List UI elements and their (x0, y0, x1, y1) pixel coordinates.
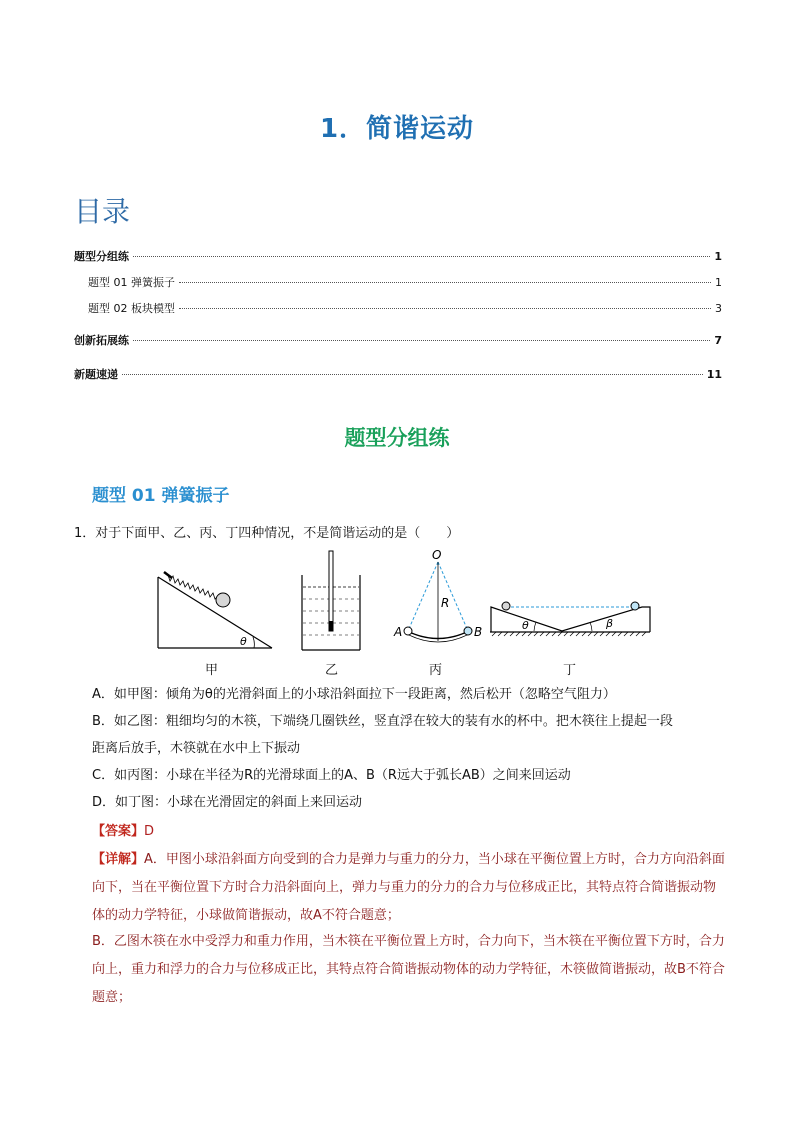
figure-label-jia: 甲 (205, 663, 219, 678)
option-d: D．如丁图：小球在光滑固定的斜面上来回运动 (92, 795, 363, 810)
figures-svg (150, 545, 670, 680)
figure-bing (404, 562, 472, 642)
toc-entry-page: 3 (715, 302, 722, 315)
answer-line (92, 820, 154, 839)
detail-tag: 【详解】 (92, 852, 145, 867)
toc-entry-label: 新题速递 (74, 368, 118, 381)
option-b: B．如乙图：粗细均匀的木筷，下端绕几圈铁丝，竖直浮在较大的装有水的杯中。把木筷往上提起一段 (92, 714, 673, 729)
figure-label-yi: 乙 (325, 663, 339, 678)
figure-ding (490, 602, 650, 636)
answer-value: D (144, 824, 155, 839)
toc-entry[interactable] (74, 332, 722, 348)
toc-entry[interactable] (74, 366, 722, 382)
toc-entry[interactable] (74, 248, 722, 264)
document-title: 1．简谐运动 (319, 114, 475, 144)
figure-jia (158, 572, 272, 648)
point-o-label: O (432, 548, 442, 562)
option-c: C．如丙图：小球在半径为R的光滑球面上的A、B（R远大于弧长AB）之间来回运动 (92, 768, 571, 783)
beta-mark: β (606, 617, 614, 630)
figure-label-ding: 丁 (563, 663, 577, 678)
toc-heading: 目录 (74, 195, 131, 228)
point-a-label: A (394, 625, 403, 639)
toc-leader (133, 340, 710, 341)
toc-entry-label: 题型 01 弹簧振子 (88, 276, 175, 289)
toc-entry-page: 1 (715, 276, 722, 289)
answer-tag: 【答案】 (92, 824, 145, 839)
figure-yi (302, 551, 360, 650)
toc-entry[interactable] (88, 274, 722, 290)
option-b-continued: 距离后放手，木筷就在水中上下振动 (92, 741, 301, 756)
toc-entry-page: 1 (714, 250, 722, 263)
toc-leader (122, 374, 703, 375)
question-stem: 1．对于下面甲、乙、丙、丁四种情况，不是简谐运动的是（ ） (74, 526, 460, 541)
toc-leader (133, 256, 710, 257)
toc-entry-label: 创新拓展练 (74, 334, 129, 347)
option-a: A．如甲图：倾角为θ的光滑斜面上的小球沿斜面拉下一段距离，然后松开（忽略空气阻力） (92, 687, 616, 702)
question-figures (150, 545, 670, 680)
detail-b: B．乙图木筷在水中受浮力和重力作用，当木筷在平衡位置上方时，合力向下，当木筷在平衡位置下方时，合力向上，重力和浮力的合力与位移成正比，其特点符合简谐振动物体的动力学特征，木筷做简谐振动，故B不符合题意； (92, 934, 725, 1005)
toc-entry[interactable] (88, 300, 722, 316)
theta-mark: θ (522, 619, 529, 632)
radius-label: R (441, 596, 450, 610)
detail-a (92, 846, 728, 930)
subsection-title: 题型 01 弹簧振子 (92, 486, 230, 506)
toc-entry-label: 题型分组练 (74, 250, 129, 263)
detail-a-text: A．甲图小球沿斜面方向受到的合力是弹力与重力的分力，当小球在平衡位置上方时，合力方向沿斜面向下，当在平衡位置下方时合力沿斜面向上，弹力与重力的分力的合力与位移成正比，其特点符合简谐振动物体的动力学特征，小球做简谐振动，故A不符合题意； (92, 852, 725, 923)
section-title: 题型分组练 (344, 426, 450, 450)
theta-mark: θ (240, 635, 247, 648)
toc-entry-page: 11 (706, 368, 722, 381)
toc-entry-page: 7 (714, 334, 722, 347)
toc-leader (179, 308, 711, 309)
figure-label-bing: 丙 (429, 663, 443, 678)
point-b-label: B (474, 625, 483, 639)
toc-entry-label: 题型 02 板块模型 (88, 302, 175, 315)
toc-leader (179, 282, 711, 283)
